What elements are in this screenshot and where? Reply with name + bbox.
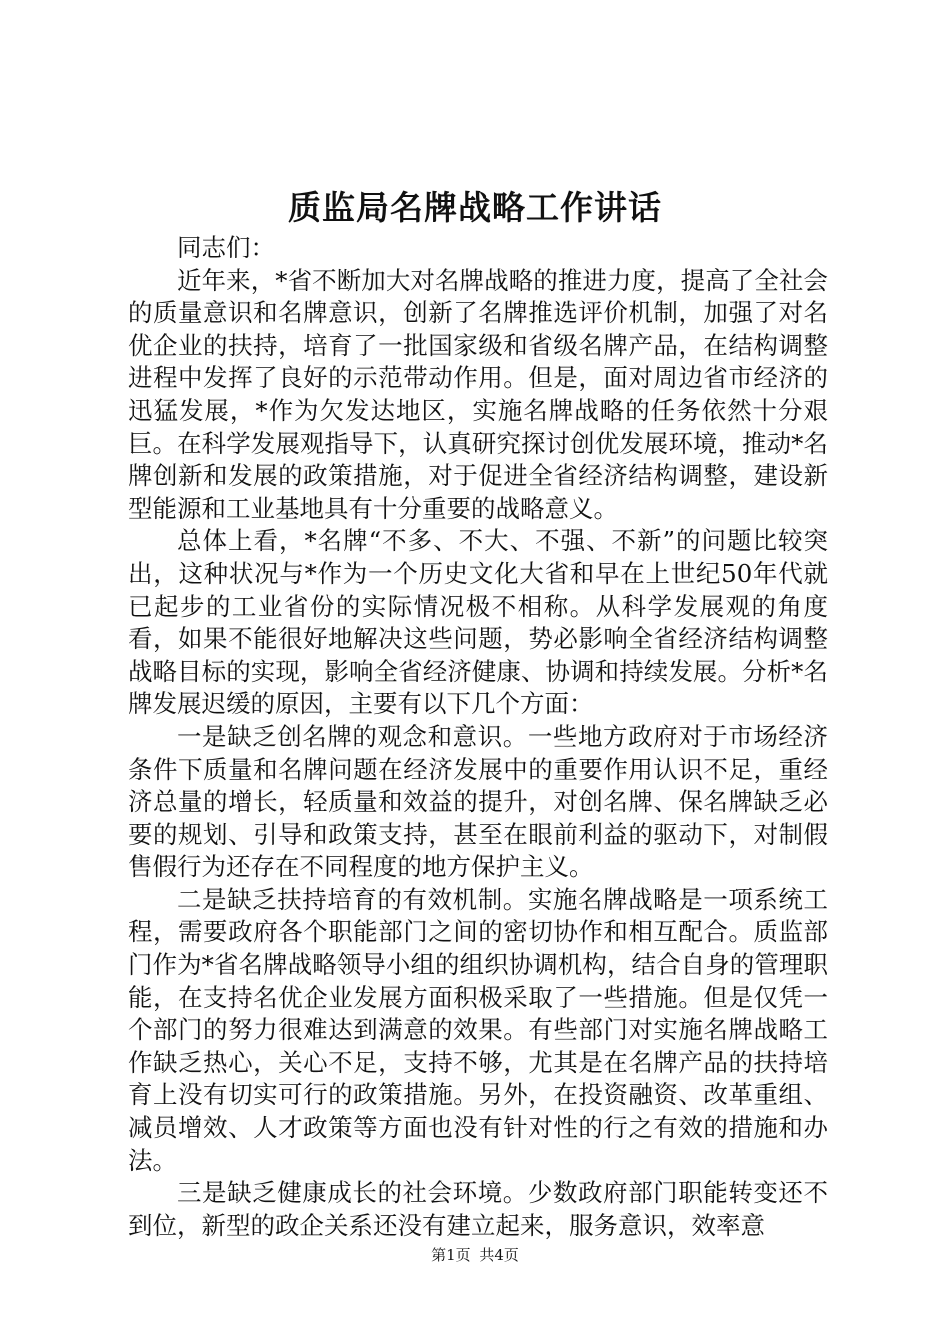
paragraph-4: 二是缺乏扶持培育的有效机制。实施名牌战略是一项系统工程，需要政府各个职能部门之间的密切协作和相互配合。质监部门作为*省名牌战略领导小组的组织协调机构，结合自身的管理职能，在支持名优企业发展方面积极采取了一些措施。但是仅凭一个部门的努力很难达到满意的效果。有些部门对实施名牌战略工作缺乏热心，关心不足，支持不够，尤其是在名牌产品的扶持培育上没有切实可行的政策措施。另外，在投资融资、改革重组、减员增效、人才政策等方面也没有针对性的行之有效的措施和办法。 <box>128 884 828 1175</box>
paragraph-5: 三是缺乏健康成长的社会环境。少数政府部门职能转变还不到位，新型的政企关系还没有建立起来，服务意识，效率意 <box>128 1178 828 1240</box>
page-number: 第1页 <box>431 1246 471 1264</box>
page-footer <box>0 1244 950 1266</box>
page-total: 共4页 <box>479 1246 519 1264</box>
document-title: 质监局名牌战略工作讲话 <box>288 188 662 227</box>
paragraph-3: 一是缺乏创名牌的观念和意识。一些地方政府对于市场经济条件下质量和名牌问题在经济发展中的重要作用认识不足，重经济总量的增长，轻质量和效益的提升，对创名牌、保名牌缺乏必要的规划、引导和政策支持，甚至在眼前利益的驱动下，对制假售假行为还存在不同程度的地方保护主义。 <box>128 721 828 882</box>
paragraph-2: 总体上看，*名牌“不多、不大、不强、不新”的问题比较突出，这种状况与*作为一个历史文化大省和早在上世纪50年代就已起步的工业省份的实际情况极不相称。从科学发展观的角度看，如果不能很好地解决这些问题，势必影响全省经济结构调整战略目标的实现，影响全省经济健康、协调和持续发展。分析*名牌发展迟缓的原因，主要有以下几个方面： <box>128 526 828 719</box>
salutation: 同志们： <box>177 233 275 262</box>
paragraph-1: 近年来，*省不断加大对名牌战略的推进力度，提高了全社会的质量意识和名牌意识，创新了名牌推选评价机制，加强了对名优企业的扶持，培育了一批国家级和省级名牌产品，在结构调整进程中发挥了良好的示范带动作用。但是，面对周边省市经济的迅猛发展，*作为欠发达地区，实施名牌战略的任务依然十分艰巨。在科学发展观指导下，认真研究探讨创优发展环境，推动*名牌创新和发展的政策措施，对于促进全省经济结构调整，建设新型能源和工业基地具有十分重要的战略意义。 <box>128 265 828 523</box>
document-body <box>128 232 828 1242</box>
